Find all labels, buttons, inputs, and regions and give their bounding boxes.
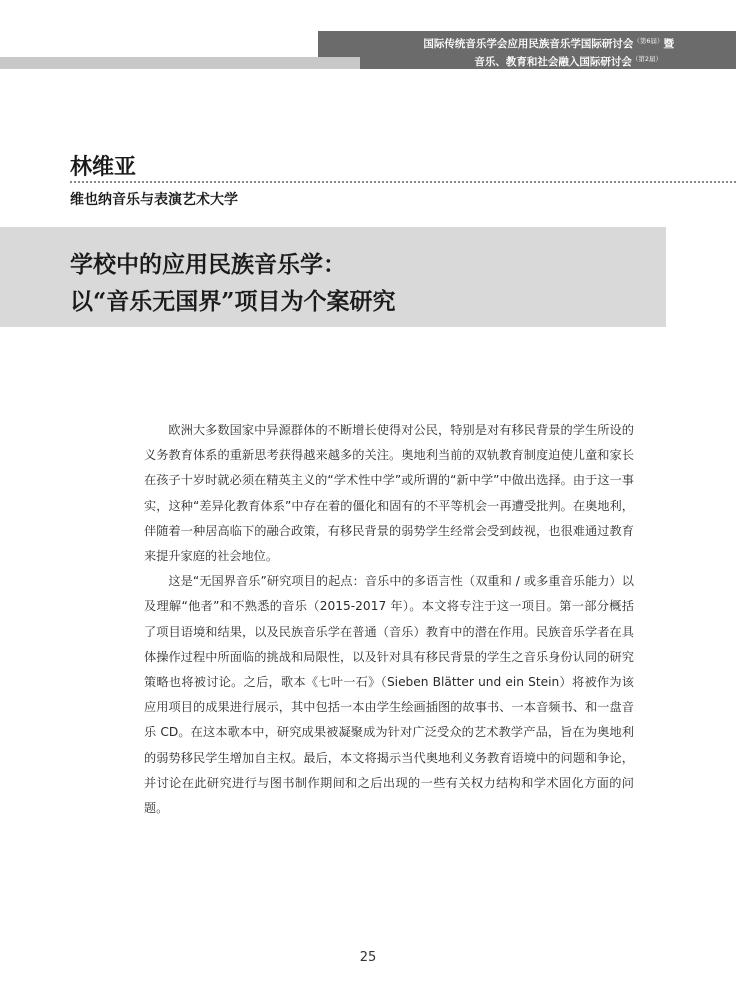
abstract-paragraph-2: 这是“无国界音乐”研究项目的起点：音乐中的多语言性（双重和 / 或多重音乐能力）以及理解“他者”和不熟悉的音乐（2015-2017 年）。本文将专注于这一项目。第一部分概括了项目语境和结果，以及民族音乐学在普通（音乐）教育中的潜在作用。民族音乐学者在具体操作过程中所面临的挑战和局限性，以及针对具有移民背景的学生之音乐身份认同的研究策略也将被讨论。之后，歌本《七叶一石》（Sieben Blätter und ein Stein）将被作为该应用项目的成果进行展示，其中包括一本由学生绘画插图的故事书、一本音频书、和一盘音乐 CD。在这本歌本中，研究成果被凝聚成为针对广泛受众的艺术教学产品，旨在为奥地利的弱势移民学生增加自主权。最后，本文将揭示当代奥地利义务教育语境中的问题和争论，并讨论在此研究进行与图书制作期间和之后出现的一些有关权力结构和学术固化方面的问题。 — [144, 574, 634, 816]
page-number: 25 — [359, 950, 377, 965]
abstract-paragraph-1: 欧洲大多数国家中异源群体的不断增长使得对公民，特别是对有移民背景的学生所设的义务教育体系的重新思考获得越来越多的关注。奥地利当前的双轨教育制度迫使儿童和家长在孩子十岁时就必须在精英主义的“学术性中学”或所谓的“新中学”中做出选择。由于这一事实，这种“差异化教育体系”中存在着的僵化和固有的不平等机会一再遭受批判。在奥地利，伴随着一种居高临下的融合政策，有移民背景的弱势学生经常会受到歧视，也很难通过教育来提升家庭的社会地位。 — [144, 423, 634, 564]
author-affiliation: 维也纳音乐与表演艺术大学 — [70, 192, 238, 208]
paper-title-line-1: 学校中的应用民族音乐学： — [70, 251, 346, 278]
dotted-divider — [70, 181, 736, 183]
header-band-light — [0, 57, 360, 69]
running-header-line-1: 国际传统音乐学会应用民族音乐学国际研讨会$^{(第6届)}$暨 — [423, 37, 674, 50]
paper-title-line-2: 以“音乐无国界”项目为个案研究 — [70, 288, 396, 315]
running-header — [423, 34, 674, 70]
abstract-body — [144, 418, 634, 821]
running-header-line-2: 音乐、教育和社会融入国际研讨会$^{(第2届)}$ — [474, 55, 662, 68]
author-name: 林维亚 — [70, 154, 137, 180]
